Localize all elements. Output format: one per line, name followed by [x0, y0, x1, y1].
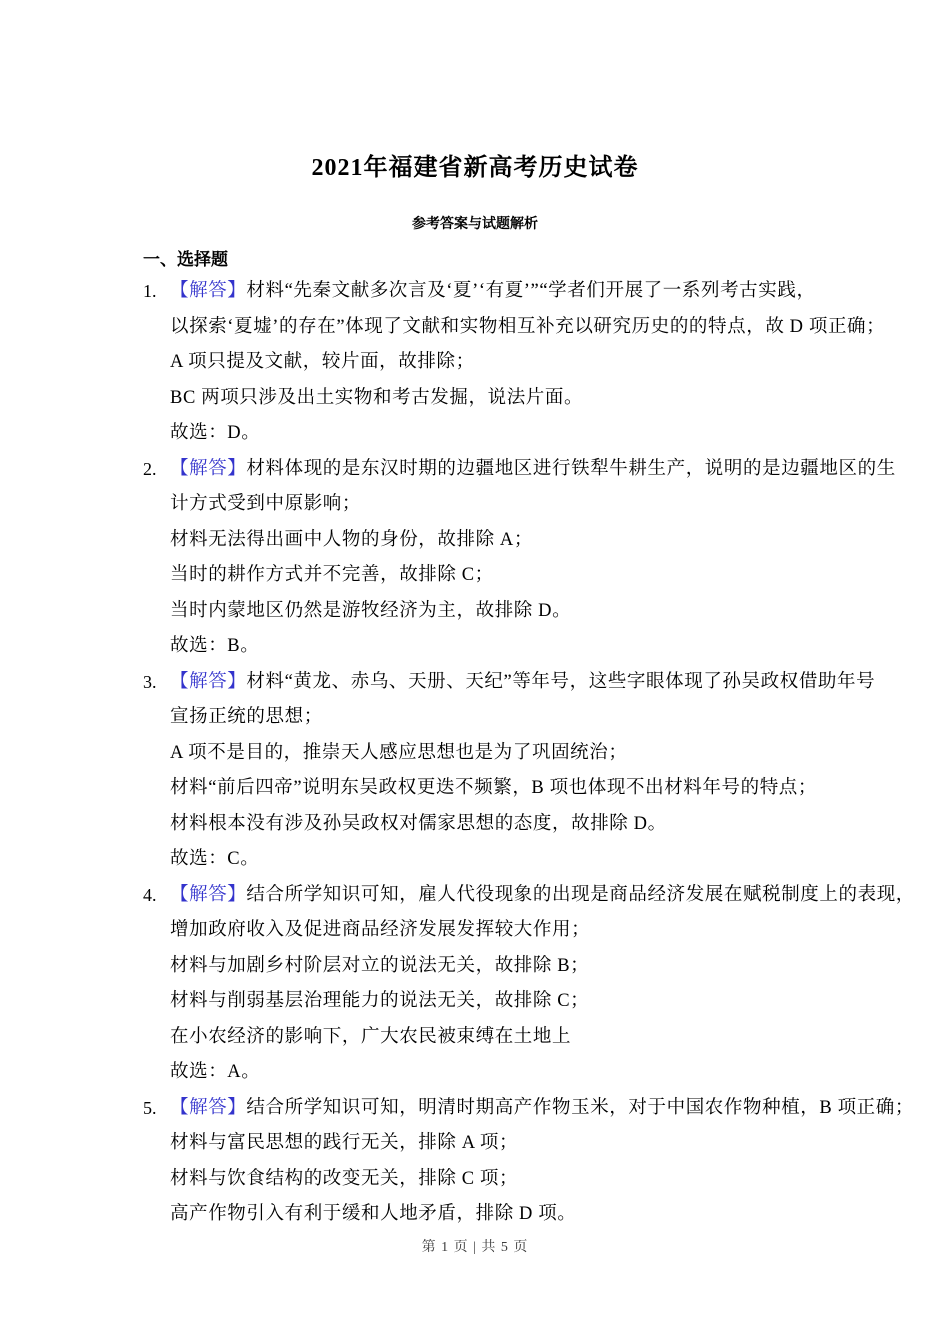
answer-explanation: [170, 665, 876, 878]
answer-first-line: [170, 878, 915, 914]
page-subtitle: 参考答案与试题解析: [412, 217, 538, 232]
answer-line: 材料“前后四帝”说明东吴政权更迭不频繁，B 项也体现不出材料年号的特点；: [170, 778, 817, 798]
answer-line: 材料与加剧乡村阶层对立的说法无关，故排除 B；: [170, 955, 590, 976]
answer-line: 材料无法得出画中人物的身份，故排除 A；: [170, 529, 533, 550]
answer-first-line: [170, 1091, 914, 1127]
answer-line: 以探索‘夏墟’的存在”体现了文献和实物相互补充以研究历史的的特点，故 D 项正确；: [170, 316, 886, 337]
answer-tag-label: 【解答】: [170, 884, 247, 905]
answer-line: 高产作物引入有利于缓和人地矛盾，排除 D 项。: [170, 1204, 577, 1224]
answer-line: 材料与削弱基层治理能力的说法无关，故排除 C；: [170, 991, 590, 1011]
answer-line: 材料根本没有涉及孙吴政权对儒家思想的态度，故排除 D。: [170, 813, 667, 834]
answer-line: A 项只提及文献，较片面，故排除；: [170, 352, 475, 372]
answer-explanation: [170, 452, 896, 665]
answer-item: [143, 452, 896, 665]
answer-lead-text: 结合所学知识可知，明清时期高产作物玉米，对于中国农作物种植，B 项正确；: [246, 1097, 914, 1118]
answer-line: 故选：C。: [170, 849, 260, 869]
answer-item: [143, 274, 886, 452]
answer-explanation: [170, 274, 886, 452]
answer-lead-text: 结合所学知识可知，雇人代役现象的出现是商品经济发展在赋税制度上的表现，: [246, 884, 915, 905]
answer-line: 材料与饮食结构的改变无关，排除 C 项；: [170, 1168, 519, 1189]
answer-line: A 项不是目的，推崇天人感应思想也是为了巩固统治；: [170, 742, 628, 763]
question-number: 5.: [143, 1097, 157, 1118]
answer-line: 故选：B。: [170, 636, 260, 656]
answer-item: [143, 665, 876, 878]
answer-item: [143, 878, 915, 1091]
page-title: 2021年福建省新高考历史试卷: [311, 155, 639, 181]
answer-item: [143, 1091, 914, 1233]
answer-lead-text: 材料“先秦文献多次言及‘夏’‘有夏’”“学者们开展了一系列考古实践，: [246, 281, 816, 301]
question-number: 1.: [143, 281, 157, 301]
answer-explanation: [170, 1091, 914, 1233]
answer-line: 计方式受到中原影响；: [170, 494, 362, 514]
answer-line: 故选：D。: [170, 423, 261, 443]
answer-lead-text: 材料体现的是东汉时期的边疆地区进行铁犁牛耕生产，说明的是边疆地区的生: [246, 458, 896, 479]
answer-line: 材料与富民思想的践行无关，排除 A 项；: [170, 1133, 519, 1153]
section-heading-multiple-choice: 一、选择题: [143, 250, 228, 269]
answer-lead-text: 材料“黄龙、赤乌、天册、天纪”等年号，这些字眼体现了孙吴政权借助年号: [246, 671, 876, 692]
answer-tag-label: 【解答】: [170, 1097, 247, 1118]
answer-line: 在小农经济的影响下，广大农民被束缚在土地上: [170, 1026, 572, 1047]
answer-line: 故选：A。: [170, 1062, 261, 1082]
question-number: 3.: [143, 671, 157, 692]
answer-line: 宣扬正统的思想；: [170, 707, 323, 727]
answer-tag-label: 【解答】: [170, 281, 247, 301]
answer-line: BC 两项只涉及出土实物和考古发掘，说法片面。: [170, 387, 584, 408]
question-number: 2.: [143, 458, 157, 479]
answer-tag-label: 【解答】: [170, 458, 247, 479]
answer-list: [143, 274, 915, 1233]
answer-first-line: [170, 452, 896, 488]
answer-first-line: [170, 665, 876, 701]
answer-line: 当时的耕作方式并不完善，故排除 C；: [170, 565, 494, 585]
answer-line: 增加政府收入及促进商品经济发展发挥较大作用；: [170, 920, 591, 940]
question-number: 4.: [143, 884, 157, 905]
page-number-footer: 第 1 页 | 共 5 页: [421, 1240, 529, 1255]
answer-explanation: [170, 878, 915, 1091]
answer-first-line: [170, 274, 843, 310]
answer-tag-label: 【解答】: [170, 671, 247, 692]
answer-line: 当时内蒙地区仍然是游牧经济为主，故排除 D。: [170, 600, 572, 621]
